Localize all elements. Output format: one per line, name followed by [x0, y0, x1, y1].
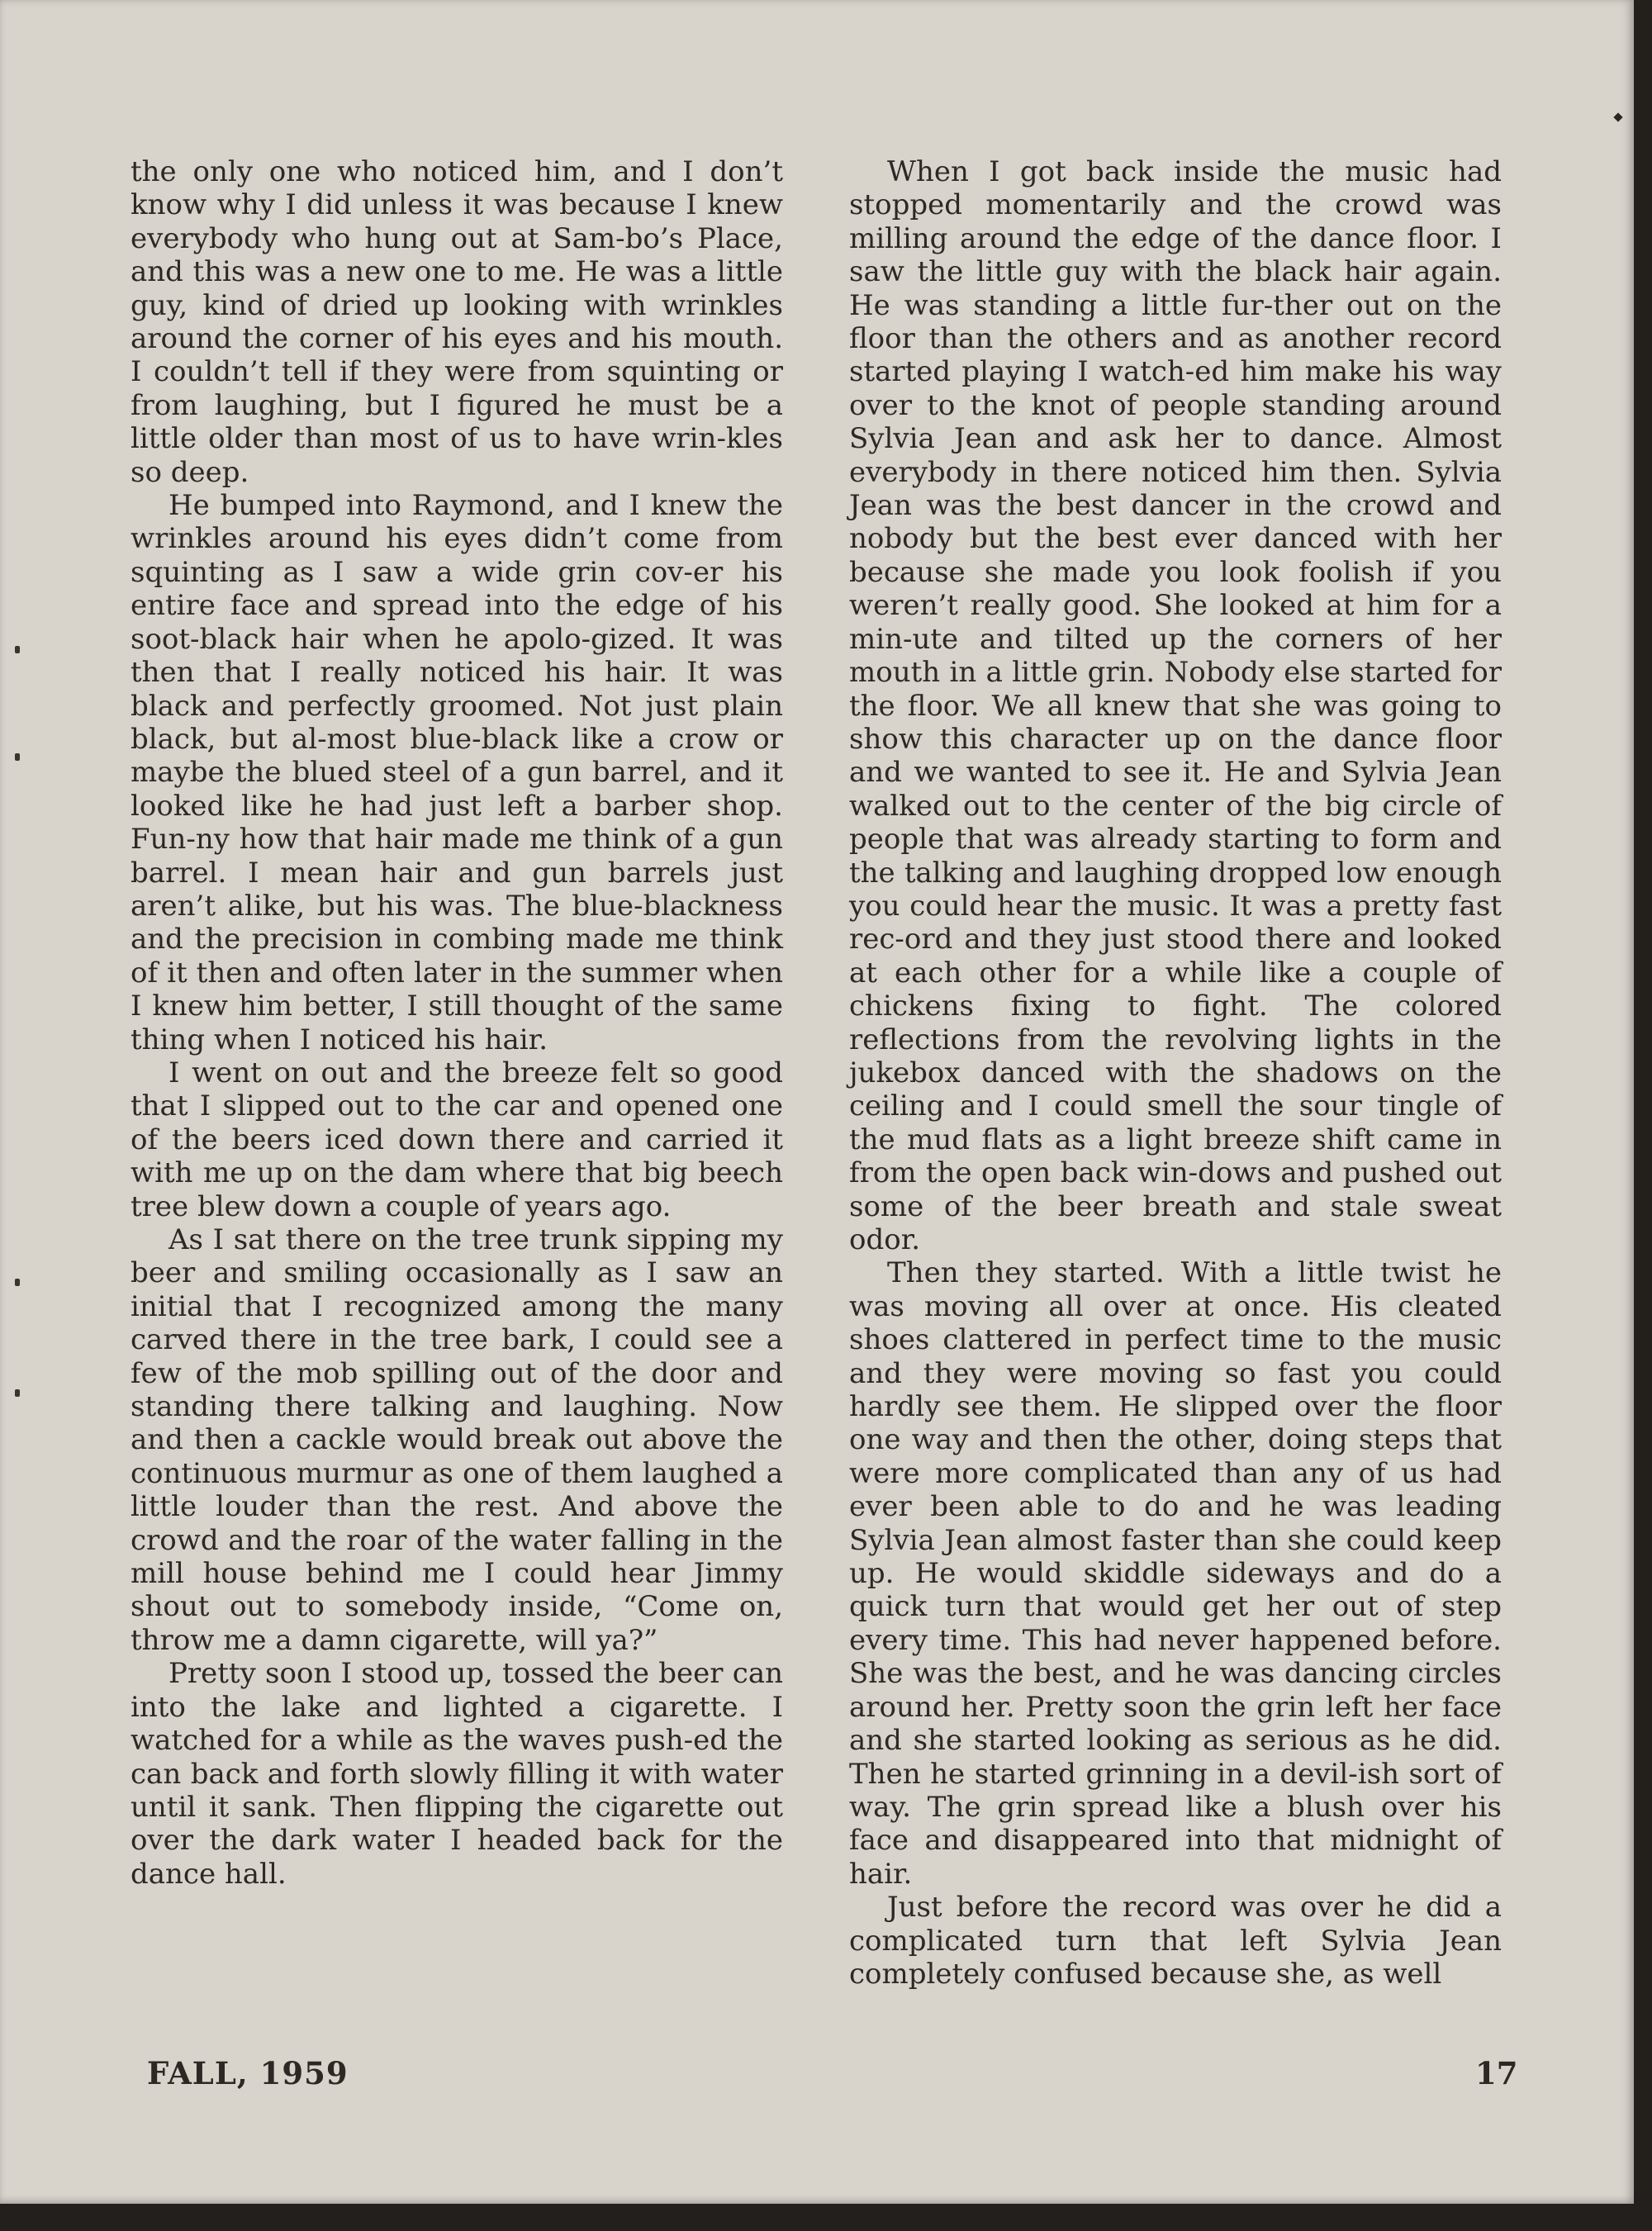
left-text-column: [131, 155, 783, 1891]
binding-hole-mark: [15, 753, 20, 761]
paragraph: Just before the record was over he did a complicated turn that left Sylvia Jean completely confused because she, as well: [849, 1891, 1502, 1991]
page-number: 17: [1475, 2055, 1518, 2091]
paragraph: I went on out and the breeze felt so good that I slipped out to the car and opened one of the beers iced down there and carried it with me up on the dam where that big beech tree blew down a couple of years ago.: [131, 1056, 783, 1223]
paragraph: As I sat there on the tree trunk sipping my beer and smiling occasionally as I saw an initial that I recognized among the many carved there in the tree bark, I could see a few of the mob spilling out of the door and standing there talking and laughing. Now and then a cackle would break out above the continuous murmur as one of them laughed a little louder than the rest. And above the crowd and the roar of the water falling in the mill house behind me I could hear Jimmy shout out to somebody inside, “Come on, throw me a damn cigarette, will ya?”: [131, 1223, 783, 1657]
paragraph: He bumped into Raymond, and I knew the wrinkles around his eyes didn’t come from squinting as I saw a wide grin cov-er his entire face and spread into the edge of his soot-black hair when he apolo-gized. It was then that I really noticed his hair. It was black and perfectly groomed. Not just plain black, but al-most blue-black like a crow or maybe the blued steel of a gun barrel, and it looked like he had just left a barber shop. Fun-ny how that hair made me think of a gun barrel. I mean hair and gun barrels just aren’t alike, but his was. The blue-blackness and the precision in combing made me think of it then and often later in the summer when I knew him better, I still thought of the same thing when I noticed his hair.: [131, 489, 783, 1056]
right-text-column: [849, 155, 1502, 1991]
paragraph: the only one who noticed him, and I don’t know why I did unless it was because I knew everybody who hung out at Sam-bo’s Place, and this was a new one to me. He was a little guy, kind of dried up looking with wrinkles around the corner of his eyes and his mouth. I couldn’t tell if they were from squinting or from laughing, but I figured he must be a little older than most of us to have wrin-kles so deep.: [131, 155, 783, 489]
binding-hole-mark: [15, 1279, 20, 1286]
issue-date: FALL, 1959: [147, 2055, 349, 2091]
binding-hole-mark: [15, 1389, 20, 1397]
binding-hole-mark: [15, 646, 20, 653]
paragraph: Then they started. With a little twist he was moving all over at once. His cleated shoes clattered in perfect time to the music and they were moving so fast you could hardly see them. He slipped over the floor one way and then the other, doing steps that were more complicated than any of us had ever been able to do and he was leading Sylvia Jean almost faster than she could keep up. He would skiddle sideways and do a quick turn that would get her out of step every time. This had never happened before. She was the best, and he was dancing circles around her. Pretty soon the grin left her face and she started looking as serious as he did. Then he started grinning in a devil-ish sort of way. The grin spread like a blush over his face and disappeared into that midnight of hair.: [849, 1256, 1502, 1891]
edge-mark: [1613, 112, 1622, 121]
paragraph: Pretty soon I stood up, tossed the beer can into the lake and lighted a cigarette. I watched for a while as the waves push-ed the can back and forth slowly filling it with water until it sank. Then flipping the cigarette out over the dark water I headed back for the dance hall.: [131, 1657, 783, 1891]
paragraph: When I got back inside the music had stopped momentarily and the crowd was milling around the edge of the dance floor. I saw the little guy with the black hair again. He was standing a little fur-ther out on the floor than the others and as another record started playing I watch-ed him make his way over to the knot of people standing around Sylvia Jean and ask her to dance. Almost everybody in there noticed him then. Sylvia Jean was the best dancer in the crowd and nobody but the best ever danced with her because she made you look foolish if you weren’t really good. She looked at him for a min-ute and tilted up the corners of her mouth in a little grin. Nobody else started for the floor. We all knew that she was going to show this character up on the dance floor and we wanted to see it. He and Sylvia Jean walked out to the center of the big circle of people that was already starting to form and the talking and laughing dropped low enough you could hear the music. It was a pretty fast rec-ord and they just stood there and looked at each other for a while like a couple of chickens fixing to fight. The colored reflections from the revolving lights in the jukebox danced with the shadows on the ceiling and I could smell the sour tingle of the mud flats as a light breeze shift came in from the open back win-dows and pushed out some of the beer breath and stale sweat odor.: [849, 155, 1502, 1256]
